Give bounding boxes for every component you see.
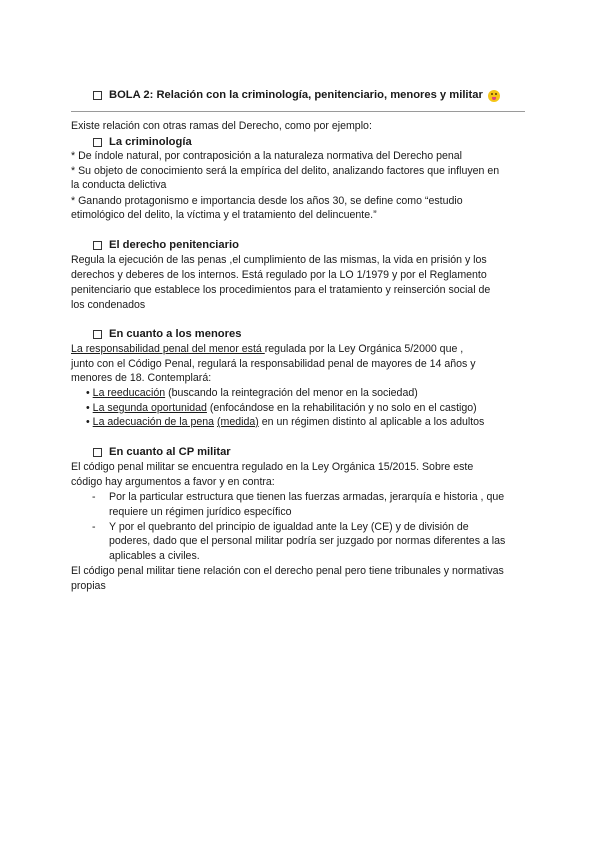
- section-title: El derecho penitenciario: [109, 239, 239, 251]
- smiley-emoji-icon: [488, 90, 500, 102]
- bullet-icon: •: [86, 387, 90, 399]
- paragraph-line: propias: [71, 580, 106, 592]
- bullet-icon: •: [86, 402, 90, 414]
- underlined-text: La responsabilidad penal del menor está: [71, 343, 265, 355]
- paragraph-line: * Ganando protagonismo e importancia desde los años 30, se define como “estudio: [71, 195, 463, 207]
- title-text: BOLA 2: Relación con la criminología, penitenciario, menores y militar: [109, 89, 483, 101]
- underlined-text: (medida): [216, 416, 259, 428]
- text-span: (enfocándose en la rehabilitación y no solo en el castigo): [206, 402, 477, 414]
- text-span: regulada por la Ley Orgánica 5/2000 que ,: [264, 343, 464, 355]
- bullet-item: [86, 415, 484, 429]
- checkbox-icon[interactable]: [93, 448, 102, 457]
- underlined-text: La reeducación: [92, 387, 166, 399]
- paragraph-line: * Su objeto de conocimiento será la empírica del delito, analizando factores que influyen en: [71, 165, 500, 177]
- checkbox-icon[interactable]: [93, 330, 102, 339]
- paragraph-line: requiere un régimen jurídico específico: [109, 506, 292, 518]
- bullet-item: [86, 401, 477, 415]
- checkbox-icon[interactable]: [93, 241, 102, 250]
- paragraph-line: Por la particular estructura que tienen las fuerzas armadas, jerarquía e historia , que: [109, 491, 505, 503]
- bullet-icon: •: [86, 416, 90, 428]
- intro-text: Existe relación con otras ramas del Derecho, como por ejemplo:: [71, 120, 372, 132]
- paragraph-line: junto con el Código Penal, regulará la responsabilidad penal de mayores de 14 años y: [71, 358, 476, 370]
- checkbox-icon[interactable]: [93, 91, 102, 100]
- section-heading-militar: [93, 445, 231, 460]
- section-title: En cuanto al CP militar: [109, 446, 231, 458]
- paragraph-line: * De índole natural, por contraposición a la naturaleza normativa del Derecho penal: [71, 150, 463, 162]
- checkbox-icon[interactable]: [93, 138, 102, 147]
- paragraph-line: la conducta delictiva: [71, 179, 167, 191]
- paragraph-line: etimológico del delito, la víctima y el tratamiento del delincuente.”: [71, 209, 377, 221]
- section-title: La criminología: [109, 136, 192, 148]
- dash-bullet-icon: -: [92, 491, 96, 503]
- paragraph-line: Regula la ejecución de las penas ,el cumplimiento de las mismas, la vida en prisión y los: [71, 254, 487, 266]
- paragraph-line: penitenciario que establece los procedimientos para el tratamiento y reinserción social de: [71, 284, 491, 296]
- paragraph-line: poderes, dado que el personal militar podría ser juzgado por normas diferentes a las: [109, 535, 506, 547]
- section-heading-criminologia: [93, 135, 192, 150]
- paragraph-line: El código penal militar tiene relación con el derecho penal pero tiene tribunales y normativas: [71, 565, 504, 577]
- horizontal-rule: [71, 111, 525, 112]
- paragraph-line: código hay argumentos a favor y en contra:: [71, 476, 275, 488]
- paragraph-line: El código penal militar se encuentra regulado en la Ley Orgánica 15/2015. Sobre este: [71, 461, 474, 473]
- section-heading-menores: [93, 327, 241, 342]
- paragraph-line: Y por el quebranto del principio de igualdad ante la Ley (CE) y de división de: [109, 521, 469, 533]
- section-heading-penitenciario: [93, 238, 239, 253]
- text-span: (buscando la reintegración del menor en la sociedad): [165, 387, 418, 399]
- paragraph-line: los condenados: [71, 299, 146, 311]
- paragraph-line: menores de 18. Contemplará:: [71, 372, 212, 384]
- bullet-item: [86, 386, 418, 400]
- paragraph-line: aplicables a civiles.: [109, 550, 200, 562]
- title-heading: [93, 88, 500, 103]
- section-title: En cuanto a los menores: [109, 328, 242, 340]
- dash-bullet-icon: -: [92, 521, 96, 533]
- underlined-text: La adecuación de la pena: [92, 416, 215, 428]
- paragraph-line: derechos y deberes de los internos. Está regulado por la LO 1/1979 y por el Reglamento: [71, 269, 487, 281]
- paragraph-line: [71, 342, 463, 356]
- underlined-text: La segunda oportunidad: [92, 402, 207, 414]
- text-span: en un régimen distinto al aplicable a los adultos: [258, 416, 485, 428]
